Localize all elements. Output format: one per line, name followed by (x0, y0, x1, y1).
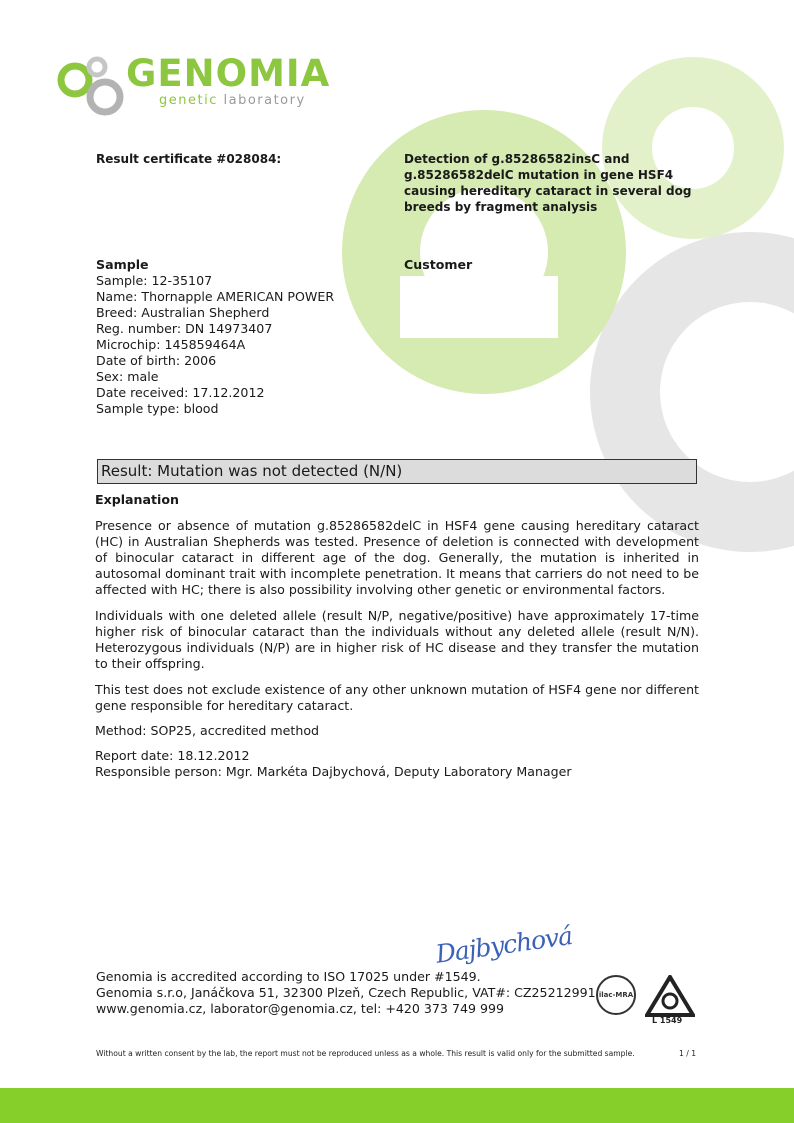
sample-line: Sample: 12-35107 (96, 273, 213, 288)
explanation-paragraph: This test does not exclude existence of any other unknown mutation of HSF4 gene nor different gene responsible for hereditary cataract. (95, 682, 699, 713)
test-title (404, 151, 694, 215)
sample-line: Name: Thornapple AMERICAN POWER (96, 289, 335, 304)
responsible-person: Responsible person: Mgr. Markéta Dajbychová, Deputy Laboratory Manager (95, 764, 572, 779)
sample-line: Sample type: blood (96, 401, 219, 416)
explanation-heading: Explanation (95, 492, 179, 507)
genomia-logo-icon (55, 55, 127, 119)
signature: Dajbychová (433, 921, 574, 969)
accreditation-number: L 1549 (652, 1016, 683, 1025)
accreditation-triangle-icon (645, 975, 695, 1017)
footer-contact (96, 969, 596, 1017)
footer-line: www.genomia.cz, laborator@genomia.cz, tel: +420 373 749 999 (96, 1001, 505, 1016)
footer-line: Genomia is accredited according to ISO 17025 under #1549. (96, 969, 481, 984)
logo-subtitle-green: genetic (159, 93, 218, 108)
test-title-line: causing hereditary cataract in several dog (404, 184, 692, 198)
test-title-line: breeds by fragment analysis (404, 200, 598, 214)
customer-heading: Customer (404, 257, 473, 272)
logo-wordmark: GENOMIA (126, 52, 331, 95)
report-date: Report date: 18.12.2012 (95, 748, 250, 763)
logo-subtitle (159, 93, 306, 108)
test-title-line: g.85286582delC mutation in gene HSF4 (404, 168, 674, 182)
footer-line: Genomia s.r.o, Janáčkova 51, 32300 Plzeň, Czech Republic, VAT#: CZ25212991 (96, 985, 596, 1000)
explanation-paragraph: Individuals with one deleted allele (result N/P, negative/positive) have approximately 17-time higher risk of binocular cataract than the individuals without any deleted allele (result N/N). Heterozygous individuals (N/P) are in higher risk of HC disease and they transfer the mutation to their offspring. (95, 608, 699, 671)
certificate-number: Result certificate #028084: (96, 152, 282, 166)
sample-line: Sex: male (96, 369, 159, 384)
explanation-paragraph: Presence or absence of mutation g.85286582delC in HSF4 gene causing hereditary cataract (HC) in Australian Shepherds was tested. Presence of deletion is connected with development of binocular cataract in different age of the dog. Generally, the mutation is inherited in autosomal dominant trait with incomplete penetration. It means that carriers do not need to be affected with HC; there is also possibility involving other genetic or environmental factors. (95, 518, 699, 597)
sample-line: Breed: Australian Shepherd (96, 305, 270, 320)
disclaimer: Without a written consent by the lab, the report must not be reproduced unless as a whole. This result is valid only for the submitted sample. (96, 1049, 635, 1058)
sample-line: Microchip: 145859464A (96, 337, 246, 352)
logo-subtitle-gray: laboratory (223, 93, 306, 108)
footer-bar (0, 1088, 794, 1123)
sample-block (96, 257, 396, 417)
test-title-line: Detection of g.85286582insC and (404, 152, 630, 166)
page-number: 1 / 1 (679, 1049, 697, 1058)
sample-line: Reg. number: DN 14973407 (96, 321, 273, 336)
result-box: Result: Mutation was not detected (N/N) (97, 459, 697, 484)
customer-address-box (400, 276, 558, 338)
sample-line: Date received: 17.12.2012 (96, 385, 265, 400)
sample-heading: Sample (96, 257, 149, 272)
sample-line: Date of birth: 2006 (96, 353, 217, 368)
ilac-mra-logo: ilac-MRA (596, 975, 636, 1015)
method: Method: SOP25, accredited method (95, 723, 320, 738)
